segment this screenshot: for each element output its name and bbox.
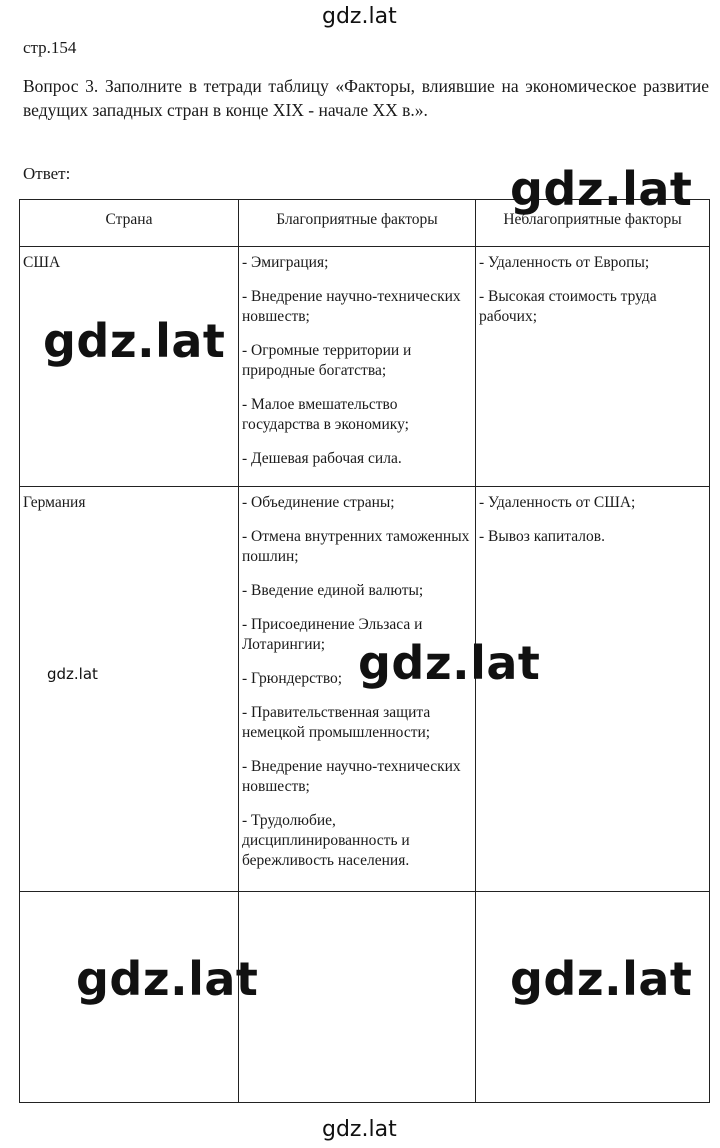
- list-item: - Введение единой валюты;: [242, 582, 424, 599]
- header-country: Страна: [20, 200, 239, 247]
- unfavorable-cell: [476, 247, 710, 487]
- list-item: - Объединение страны;: [242, 494, 395, 511]
- list-item: - Эмиграция;: [242, 254, 329, 271]
- list-item: - Внедрение научно-технических новшеств;: [242, 288, 461, 325]
- watermark-small-left: gdz.lat: [47, 665, 98, 683]
- watermark-big-header: gdz.lat: [510, 162, 693, 216]
- list-item: - Внедрение научно-технических новшеств;: [242, 758, 461, 795]
- header-unfavorable: Неблагоприятные факторы: [476, 200, 710, 247]
- country-cell: [20, 487, 239, 892]
- list-item: - Правительственная защита немецкой промышленности;: [242, 704, 431, 741]
- country-name: Германия: [23, 494, 86, 511]
- list-item: - Вывоз капиталов.: [479, 528, 605, 545]
- watermark-big-bottom-right: gdz.lat: [510, 952, 693, 1006]
- list-item: - Удаленность от Европы;: [479, 254, 650, 271]
- list-item: - Присоединение Эльзаса и Лотарингии;: [242, 616, 423, 653]
- watermark-top: gdz.lat: [322, 4, 397, 29]
- question-text: Вопрос 3. Заполните в тетради таблицу «Факторы, влиявшие на экономическое развитие ведущих западных стран в конце XIX - начале XX в.».: [23, 76, 709, 120]
- header-favorable: Благоприятные факторы: [239, 200, 476, 247]
- page-number: стр.154: [23, 38, 77, 57]
- answer-label: Ответ:: [23, 164, 71, 183]
- list-item: - Отмена внутренних таможенных пошлин;: [242, 528, 470, 565]
- list-item: - Огромные территории и природные богатства;: [242, 342, 412, 379]
- watermark-big-germany: gdz.lat: [358, 636, 541, 690]
- list-item: - Трудолюбие, дисциплинированность и бережливость населения.: [242, 812, 410, 869]
- country-name: США: [23, 254, 61, 271]
- list-item: - Удаленность от США;: [479, 494, 636, 511]
- list-item: - Малое вмешательство государства в экономику;: [242, 396, 409, 433]
- watermark-big-bottom-left: gdz.lat: [76, 952, 259, 1006]
- list-item: - Дешевая рабочая сила.: [242, 450, 402, 467]
- list-item: - Грюндерство;: [242, 670, 343, 687]
- watermark-big-usa: gdz.lat: [43, 314, 226, 368]
- empty-cell: [239, 892, 476, 1103]
- favorable-cell: [239, 247, 476, 487]
- list-item: - Высокая стоимость труда рабочих;: [479, 288, 657, 325]
- watermark-bottom: gdz.lat: [322, 1117, 397, 1142]
